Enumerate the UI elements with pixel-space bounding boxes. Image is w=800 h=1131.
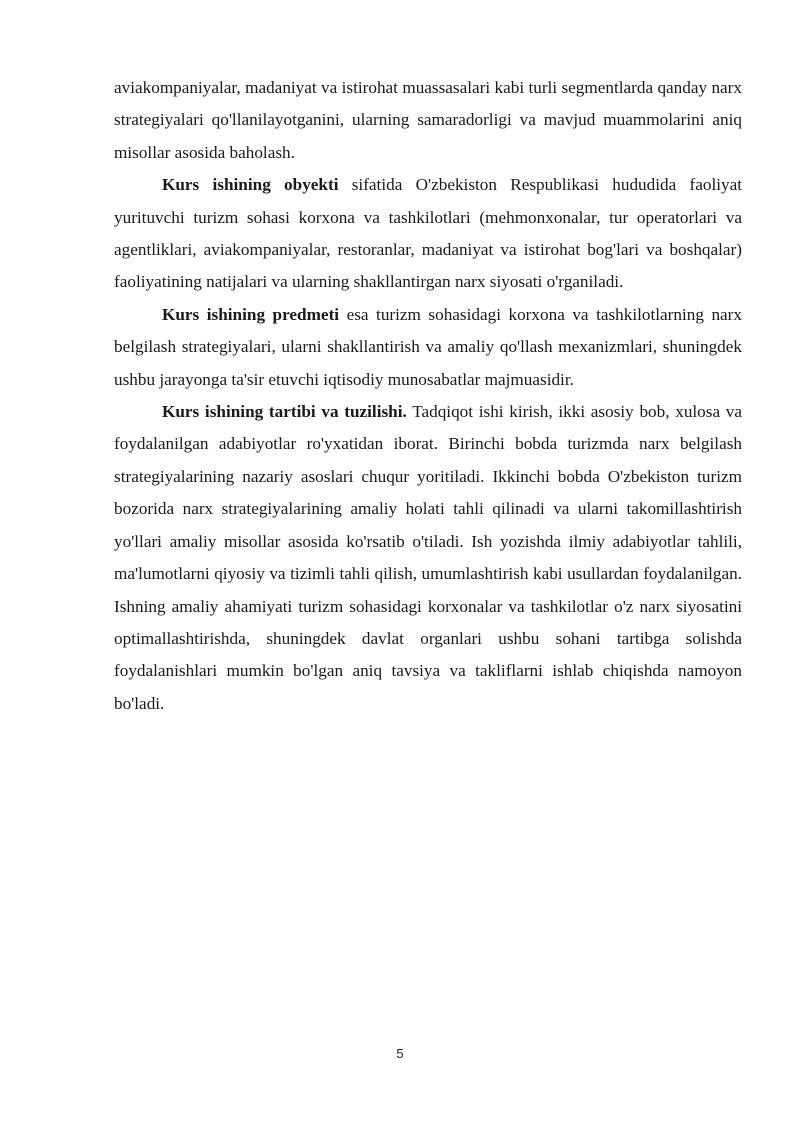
page-number: 5	[396, 1046, 404, 1061]
paragraph-subject	[114, 299, 742, 396]
paragraph-text: aviakompaniyalar, madaniyat va istirohat muassasalari kabi turli segmentlarda qanday narx strategiyalari qo'llanilayotganini, ularning samaradorligi va mavjud muammolarini aniq misollar asosida baholash.	[114, 78, 742, 162]
paragraph-lead: Kurs ishining obyekti	[162, 175, 339, 195]
paragraph-intro-continuation	[114, 72, 742, 169]
paragraph-lead: Kurs ishining predmeti	[162, 304, 340, 324]
document-body	[114, 72, 742, 720]
paragraph-text: Tadqiqot ishi kirish, ikki asosiy bob, xulosa va foydalanilgan adabiyotlar ro'yxatidan iborat. Birinchi bobda turizmda narx belgilash strategiyalarining nazariy asoslari chuqur yoritiladi. Ikkinchi bobda O'zbekiston turizm bozorida narx strategiyalarining amaliy holati tahli qilinadi va ularni takomillashtirish yo'llari amaliy misollar asosida ko'rsatib o'tiladi. Ish yozishda ilmiy adabiyotlar tahlili, ma'lumotlarni qiyosiy va tizimli tahli qilish, umumlashtirish kabi usullardan foydalanilgan. Ishning amaliy ahamiyati turizm sohasidagi korxonalar va tashkilotlar o'z narx siyosatini optimallashtirishda, shuningdek davlat organlari ushbu sohani tartibga solishda foydalanishlari mumkin bo'lgan aniq tavsiya va takliflarni ishlab chiqishda namoyon bo'ladi.	[114, 402, 743, 713]
paragraph-object	[114, 169, 742, 299]
paragraph-text: esa turizm sohasidagi korxona va tashkilotlarning narx belgilash strategiyalari, ularni shakllantirish va amaliy qo'llash mexanizmlari, shuningdek ushbu jarayonga ta'sir etuvchi iqtisodiy munosabatlar majmuasidir.	[114, 304, 743, 389]
paragraph-text: sifatida O'zbekiston Respublikasi hududida faoliyat yurituvchi turizm sohasi korxona va tashkilotlari (mehmonxonalar, tur operatorlari va agentliklari, aviakompaniyalar, restoranlar, madaniyat va istirohat bog'lari va boshqalar) faoliyatining natijalari va ularning shakllantirgan narx siyosati o'rganiladi.	[114, 175, 742, 292]
paragraph-structure	[114, 396, 742, 720]
paragraph-lead: Kurs ishining tartibi va tuzilishi.	[162, 402, 407, 422]
